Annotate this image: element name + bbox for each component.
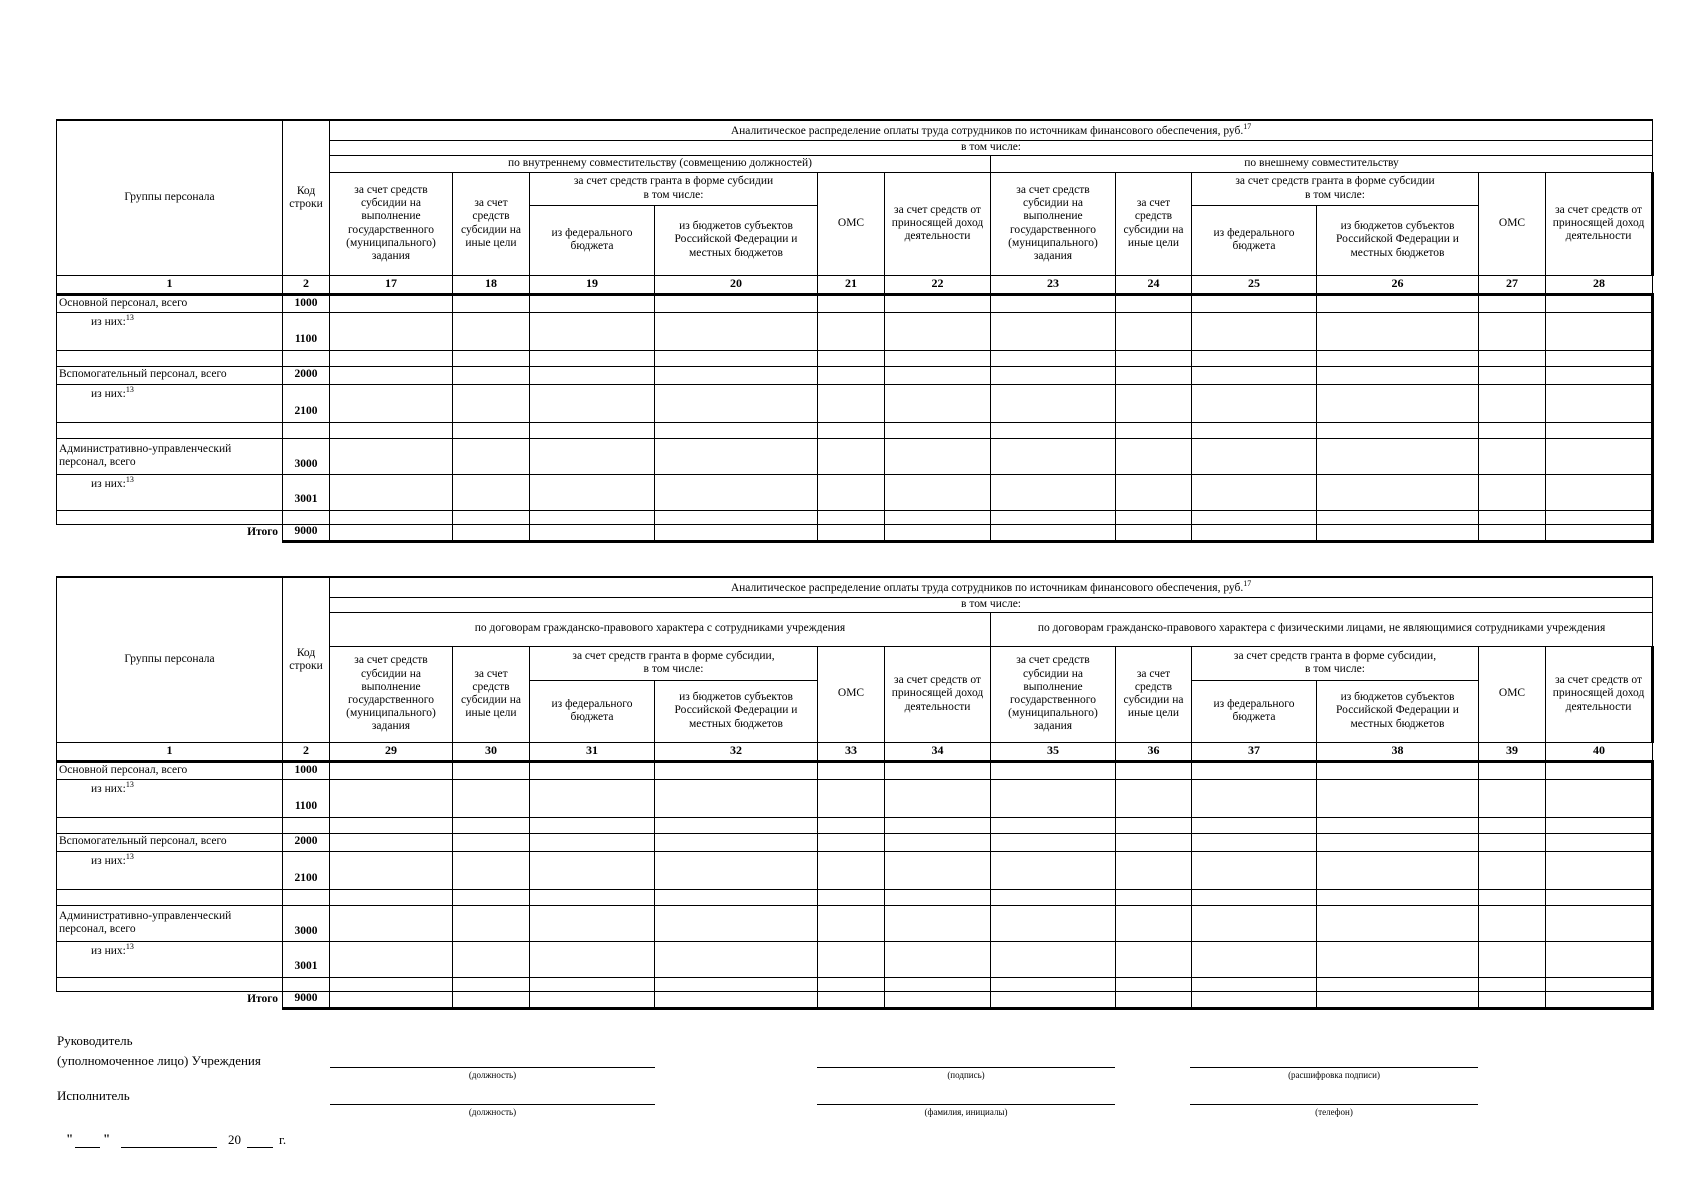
col-number: 38 — [1317, 742, 1479, 761]
groups-header: Группы персонала — [57, 120, 283, 275]
col-regional: из бюджетов субъектов Российской Федерации и местных бюджетов — [655, 205, 818, 275]
col-grant: за счет средств гранта в форме субсидии, в том числе: — [1192, 646, 1479, 680]
total-label: Итого — [57, 524, 283, 541]
table-row — [57, 438, 1653, 474]
executor-phone-line[interactable] — [1190, 1104, 1478, 1105]
row-label: из них:$^{13}$ — [57, 779, 283, 817]
col-number: 34 — [885, 742, 991, 761]
row-code: 3001 — [283, 941, 330, 977]
row-label: из них:$^{13}$ — [57, 312, 283, 350]
col-number: 30 — [453, 742, 530, 761]
col-number: 33 — [818, 742, 885, 761]
col-oms: ОМС — [1479, 172, 1546, 275]
row-label: из них:$^{13}$ — [57, 941, 283, 977]
total-row — [57, 524, 1653, 541]
col-subsidy-other: за счет средств субсидии на иные цели — [453, 646, 530, 742]
col-regional: из бюджетов субъектов Российской Федерации и местных бюджетов — [655, 680, 818, 742]
executor-name-line[interactable] — [817, 1104, 1115, 1105]
table-row — [57, 312, 1653, 350]
col-number: 39 — [1479, 742, 1546, 761]
table-row — [57, 779, 1653, 817]
executor-label: Исполнитель — [57, 1088, 130, 1103]
head-signature-line[interactable] — [817, 1067, 1115, 1068]
table-row — [57, 905, 1653, 941]
head-decoding-line[interactable] — [1190, 1067, 1478, 1068]
date-year-suffix: г. — [279, 1132, 287, 1147]
section-title: Аналитическое распределение оплаты труда сотрудников по источникам финансового обеспечения, руб.$^{17}$ — [330, 577, 1653, 597]
col-number: 24 — [1116, 275, 1192, 294]
date-month-line[interactable] — [121, 1147, 217, 1148]
table-row — [57, 889, 1653, 905]
head-label: Руководитель — [57, 1033, 133, 1048]
col-number: 29 — [330, 742, 453, 761]
col-federal: из федерального бюджета — [1192, 680, 1317, 742]
row-code: 2100 — [283, 384, 330, 422]
col-number: 36 — [1116, 742, 1192, 761]
table-row — [57, 366, 1653, 384]
table-row — [57, 817, 1653, 833]
row-code: 1100 — [283, 312, 330, 350]
total-label: Итого — [57, 991, 283, 1008]
col-number: 32 — [655, 742, 818, 761]
col-number: 17 — [330, 275, 453, 294]
col-number: 19 — [530, 275, 655, 294]
row-code: 2000 — [283, 833, 330, 851]
col-subsidy-other: за счет средств субсидии на иные цели — [1116, 646, 1192, 742]
col-number: 26 — [1317, 275, 1479, 294]
code-header: Код строки — [283, 577, 330, 742]
col-income: за счет средств от приносящей доход деятельности — [1546, 646, 1653, 742]
table-row — [57, 833, 1653, 851]
civil-employees-header: по договорам гражданско-правового характера с сотрудниками учреждения — [330, 612, 991, 646]
column-numbers-row — [57, 275, 1653, 294]
col-subsidy-task: за счет средств субсидии на выполнение государственного (муниципального) задания — [991, 646, 1116, 742]
col-subsidy-task: за счет средств субсидии на выполнение государственного (муниципального) задания — [991, 172, 1116, 275]
executor-phone-caption: (телефон) — [1315, 1107, 1353, 1117]
row-code: 1000 — [283, 761, 330, 779]
col-number: 31 — [530, 742, 655, 761]
col-number: 28 — [1546, 275, 1653, 294]
row-code: 2000 — [283, 366, 330, 384]
col-number: 2 — [283, 742, 330, 761]
table-row — [57, 761, 1653, 779]
col-number: 35 — [991, 742, 1116, 761]
row-label: из них:$^{13}$ — [57, 851, 283, 889]
col-subsidy-task: за счет средств субсидии на выполнение государственного (муниципального) задания — [330, 646, 453, 742]
col-oms: ОМС — [818, 646, 885, 742]
col-number: 22 — [885, 275, 991, 294]
col-grant: за счет средств гранта в форме субсидии, в том числе: — [530, 646, 818, 680]
row-label: Основной персонал, всего — [57, 294, 283, 312]
column-numbers-row — [57, 742, 1653, 761]
table-row — [57, 294, 1653, 312]
total-code: 9000 — [283, 991, 330, 1008]
table-civil-contracts — [56, 576, 1654, 1010]
table-row — [57, 510, 1653, 524]
row-label: Административно-управленческий персонал, всего — [57, 438, 283, 474]
table-row — [57, 851, 1653, 889]
col-number: 1 — [57, 742, 283, 761]
date-day-line[interactable] — [75, 1147, 100, 1148]
row-code: 3000 — [283, 438, 330, 474]
row-label: из них:$^{13}$ — [57, 384, 283, 422]
table-row — [57, 977, 1653, 991]
executor-position-line[interactable] — [330, 1104, 655, 1105]
section-title: Аналитическое распределение оплаты труда сотрудников по источникам финансового обеспечения, руб.$^{17}$ — [330, 120, 1653, 140]
row-code: 3000 — [283, 905, 330, 941]
row-code: 1100 — [283, 779, 330, 817]
groups-header: Группы персонала — [57, 577, 283, 742]
col-grant: за счет средств гранта в форме субсидии в том числе: — [530, 172, 818, 205]
date-quote-open: " — [66, 1131, 74, 1146]
col-subsidy-task: за счет средств субсидии на выполнение государственного (муниципального) задания — [330, 172, 453, 275]
col-subsidy-other: за счет средств субсидии на иные цели — [453, 172, 530, 275]
executor-name-caption: (фамилия, инициалы) — [924, 1107, 1008, 1117]
col-income: за счет средств от приносящей доход деятельности — [885, 172, 991, 275]
in-that-number: в том числе: — [330, 597, 1653, 612]
col-number: 37 — [1192, 742, 1317, 761]
col-number: 20 — [655, 275, 818, 294]
col-number: 23 — [991, 275, 1116, 294]
col-federal: из федерального бюджета — [530, 680, 655, 742]
code-header: Код строки — [283, 120, 330, 275]
date-quote-close: " — [103, 1131, 111, 1146]
col-regional: из бюджетов субъектов Российской Федерации и местных бюджетов — [1317, 205, 1479, 275]
row-code: 2100 — [283, 851, 330, 889]
col-number: 18 — [453, 275, 530, 294]
head-position-caption: (должность) — [468, 1070, 517, 1080]
row-label: Основной персонал, всего — [57, 761, 283, 779]
table-internal-external — [56, 119, 1654, 543]
col-number: 27 — [1479, 275, 1546, 294]
col-federal: из федерального бюджета — [1192, 205, 1317, 275]
col-regional: из бюджетов субъектов Российской Федерации и местных бюджетов — [1317, 680, 1479, 742]
internal-part-time-header: по внутреннему совместительству (совмещению должностей) — [330, 155, 991, 172]
date-year-line[interactable] — [247, 1147, 273, 1148]
head-decoding-caption: (расшифровка подписи) — [1288, 1070, 1380, 1080]
head-sub-label: (уполномоченное лицо) Учреждения — [57, 1053, 261, 1068]
col-number: 1 — [57, 275, 283, 294]
external-part-time-header: по внешнему совместительству — [991, 155, 1653, 172]
row-label: из них:$^{13}$ — [57, 474, 283, 510]
table-row — [57, 384, 1653, 422]
row-label: Административно-управленческий персонал, всего — [57, 905, 283, 941]
table-row — [57, 350, 1653, 366]
head-signature-caption: (подпись) — [947, 1070, 985, 1080]
col-number: 21 — [818, 275, 885, 294]
in-that-number: в том числе: — [330, 140, 1653, 155]
col-oms: ОМС — [1479, 646, 1546, 742]
total-code: 9000 — [283, 524, 330, 541]
col-number: 40 — [1546, 742, 1653, 761]
table-row — [57, 474, 1653, 510]
row-code: 1000 — [283, 294, 330, 312]
col-oms: ОМС — [818, 172, 885, 275]
head-position-line[interactable] — [330, 1067, 655, 1068]
col-income: за счет средств от приносящей доход деятельности — [1546, 172, 1653, 275]
col-subsidy-other: за счет средств субсидии на иные цели — [1116, 172, 1192, 275]
civil-nonemployees-header: по договорам гражданско-правового характера с физическими лицами, не являющимися сотрудниками учреждения — [991, 612, 1653, 646]
table-row — [57, 941, 1653, 977]
col-federal: из федерального бюджета — [530, 205, 655, 275]
col-income: за счет средств от приносящей доход деятельности — [885, 646, 991, 742]
table-row — [57, 422, 1653, 438]
total-row — [57, 991, 1653, 1008]
row-code: 3001 — [283, 474, 330, 510]
col-number: 2 — [283, 275, 330, 294]
date-year-prefix: 20 — [228, 1132, 241, 1147]
row-label: Вспомогательный персонал, всего — [57, 833, 283, 851]
col-number: 25 — [1192, 275, 1317, 294]
executor-position-caption: (должность) — [468, 1107, 517, 1117]
row-label: Вспомогательный персонал, всего — [57, 366, 283, 384]
col-grant: за счет средств гранта в форме субсидии в том числе: — [1192, 172, 1479, 205]
